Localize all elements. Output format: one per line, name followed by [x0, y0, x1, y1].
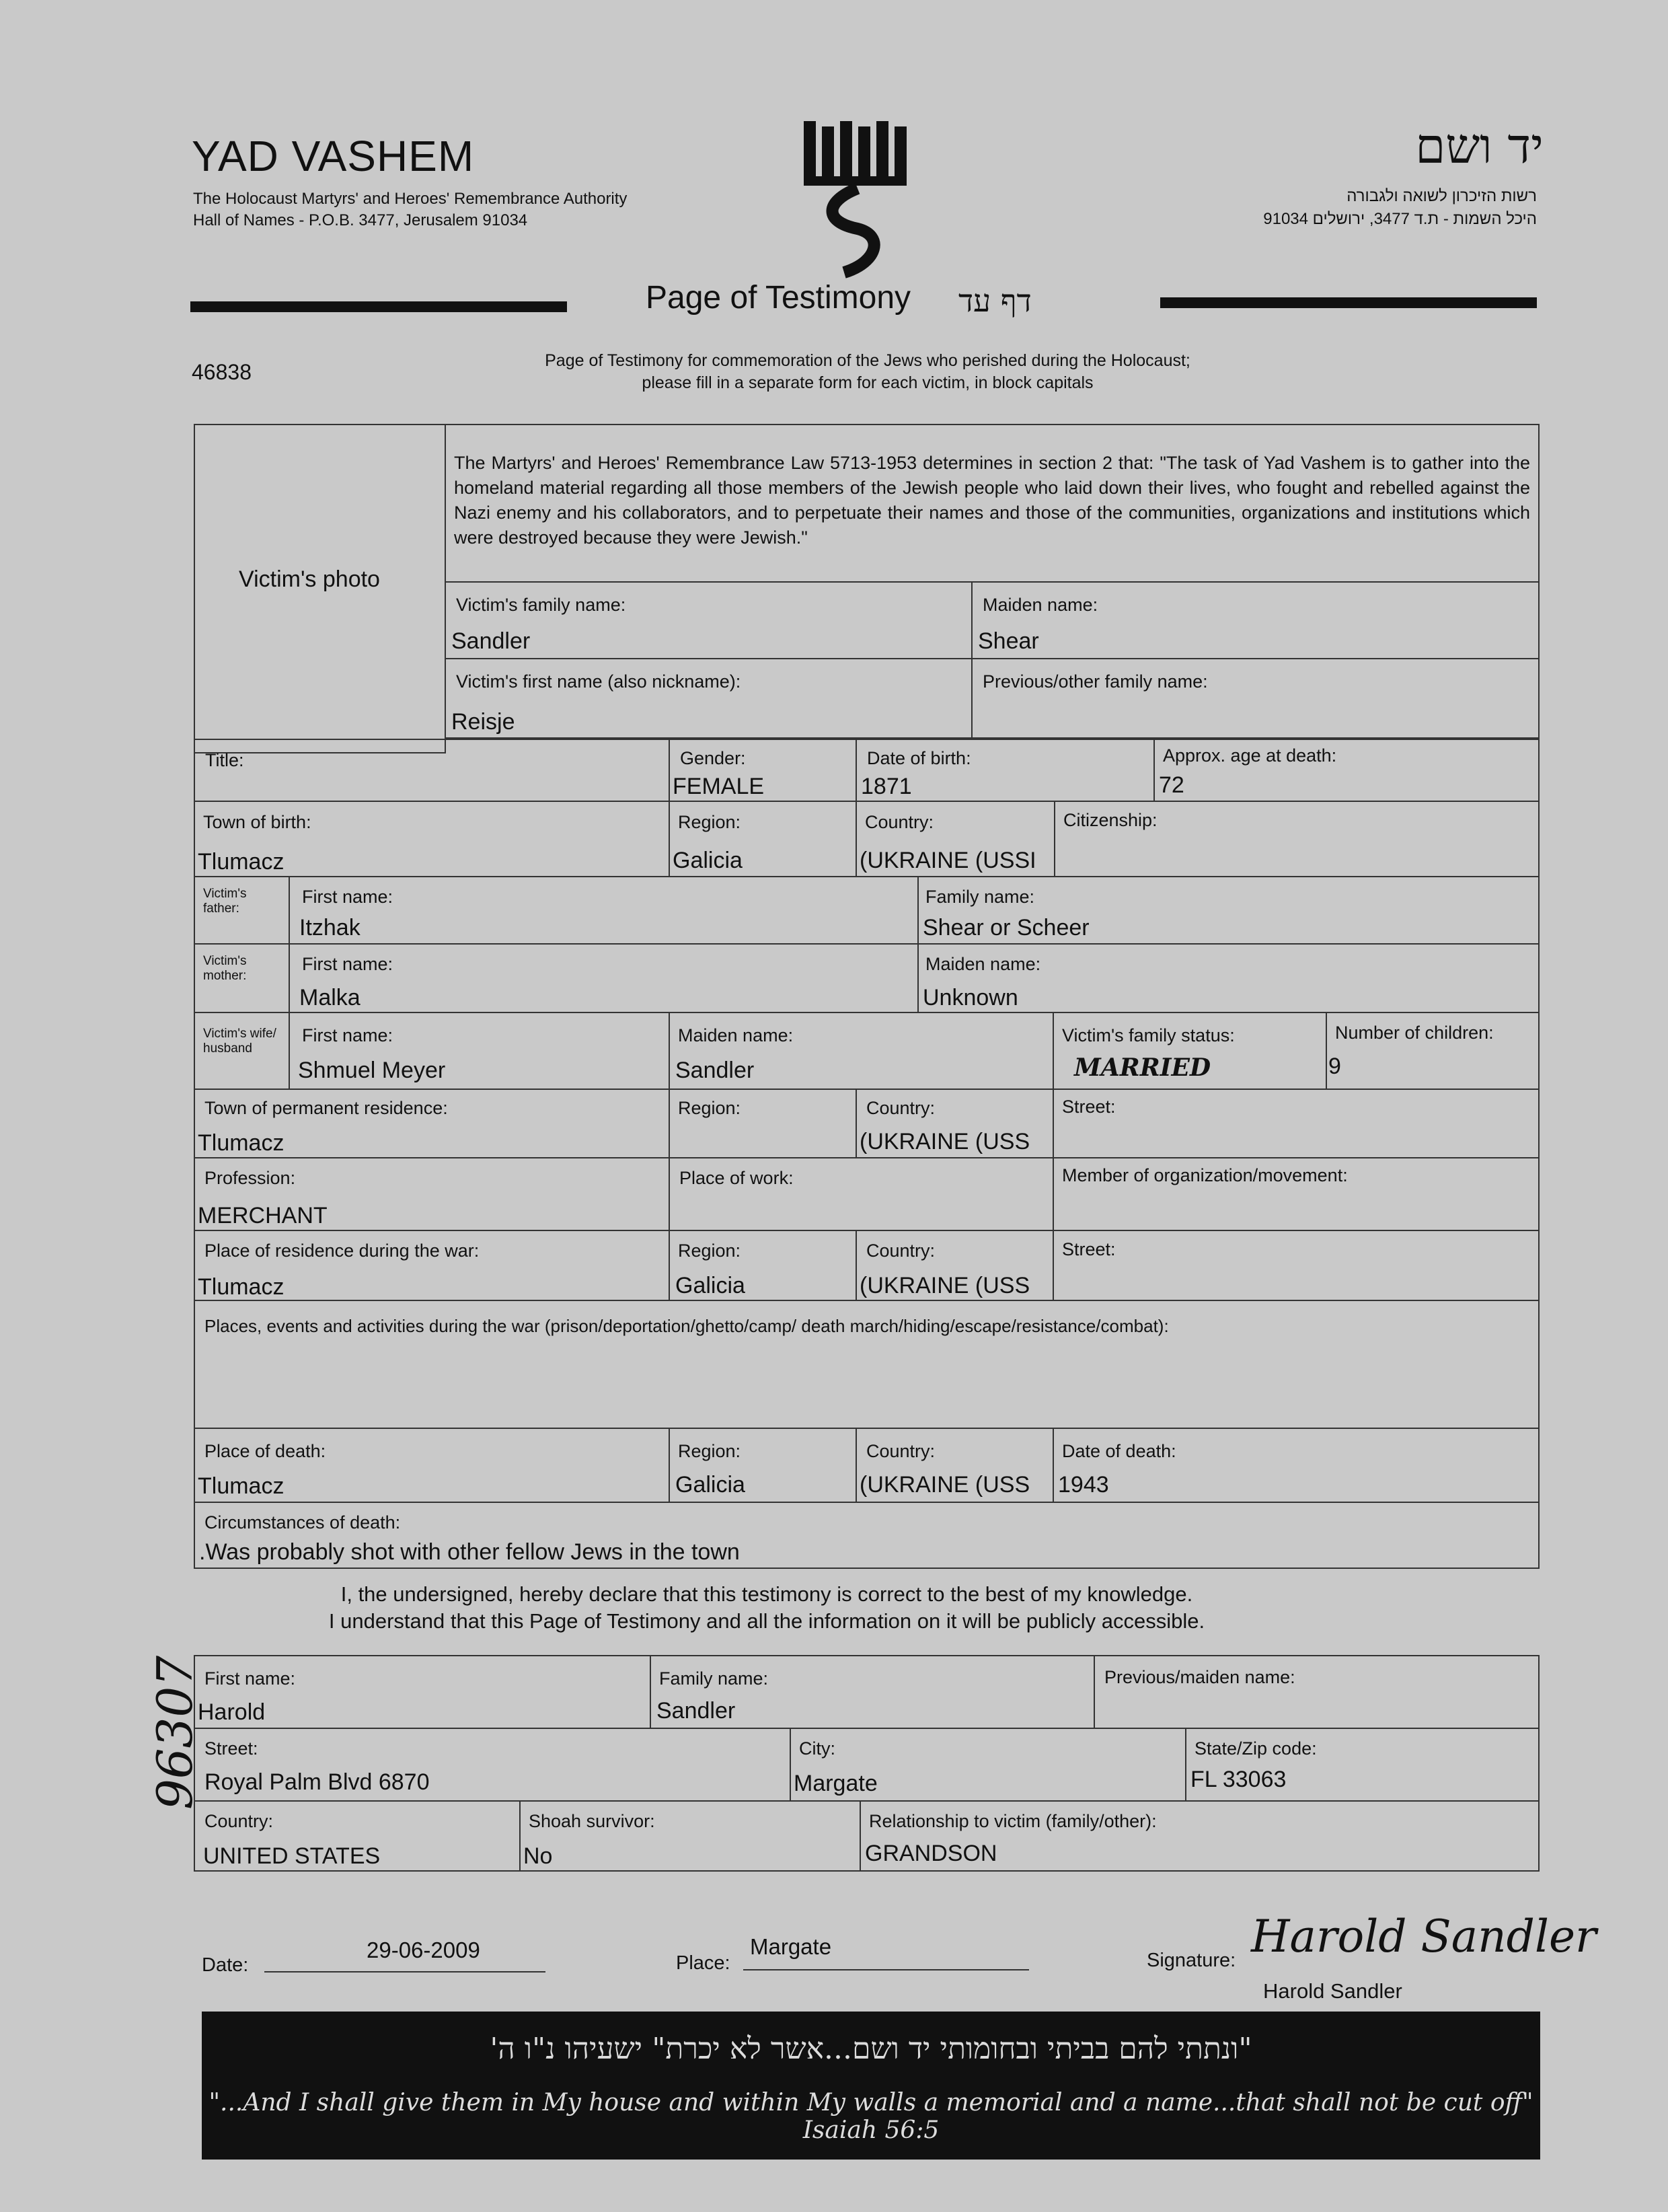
header-rule-left — [190, 301, 567, 312]
date-death-field[interactable] — [1053, 1428, 1540, 1503]
intro-line1: Page of Testimony for commemoration of the Jews who perished during the Holocaust; — [545, 351, 1190, 370]
country-birth-field[interactable] — [856, 801, 1055, 877]
father-label: Victim's father: — [203, 887, 247, 916]
submitter-state-field[interactable] — [1185, 1728, 1540, 1802]
spouse-label: Victim's wife/ husband — [203, 1027, 276, 1056]
margin-note: 96307 — [147, 1655, 203, 1810]
page-title-hebrew: דף עד — [958, 283, 1032, 319]
mother-first-value: Malka — [299, 985, 361, 1010]
submitter-country-label: Country: — [204, 1811, 274, 1831]
submitter-family-label: Family name: — [659, 1668, 769, 1689]
place-line — [743, 1969, 1029, 1970]
citizenship-label: Citizenship: — [1063, 810, 1158, 830]
photo-label: Victim's photo — [239, 566, 380, 592]
profession-value: MERCHANT — [198, 1203, 328, 1228]
family-name-field[interactable] — [445, 581, 973, 659]
town-birth-label: Town of birth: — [203, 812, 311, 832]
dob-field[interactable] — [856, 739, 1155, 802]
town-birth-value: Tlumacz — [198, 849, 285, 875]
mother-label: Victim's mother: — [203, 954, 247, 983]
heb-sub-line2: היכל השמות - ת.ד 3477, ירושלים 91034 — [1263, 210, 1537, 228]
submitter-city-value: Margate — [794, 1771, 878, 1796]
street-res-label: Street: — [1062, 1097, 1116, 1117]
prev-family-label: Previous/other family name: — [983, 671, 1208, 692]
submitter-survivor-label: Shoah survivor: — [529, 1811, 655, 1831]
member-field[interactable] — [1053, 1157, 1540, 1231]
mother-first-field[interactable] — [289, 943, 919, 1013]
gender-value: FEMALE — [673, 774, 765, 799]
spouse-first-label: First name: — [302, 1025, 393, 1045]
region-birth-label: Region: — [678, 812, 741, 832]
footer-english-quote: "...And I shall give them in My house and within My walls a memorial and a name...that shall not be cut off" Isaiah 56:5 — [208, 2089, 1533, 2144]
profession-field[interactable] — [194, 1157, 670, 1231]
submitter-relation-label: Relationship to victim (family/other): — [869, 1811, 1157, 1831]
heb-sub-line1: רשות הזיכרון לשואה ולגבורה — [1347, 187, 1537, 205]
submitter-prev-field[interactable] — [1094, 1655, 1540, 1729]
first-name-field[interactable] — [445, 658, 973, 739]
places-field[interactable] — [194, 1300, 1540, 1429]
circumstances-label: Circumstances of death: — [204, 1512, 401, 1533]
citizenship-field[interactable] — [1054, 801, 1540, 877]
org-title: YAD VASHEM — [192, 132, 475, 180]
gender-label: Gender: — [680, 748, 746, 768]
family-status-field[interactable] — [1053, 1012, 1327, 1090]
father-family-field[interactable] — [917, 876, 1540, 945]
place-label: Place: — [676, 1952, 730, 1974]
footer-banner — [202, 2012, 1540, 2160]
place-death-field[interactable] — [194, 1428, 670, 1503]
title-label: Title: — [205, 750, 244, 770]
page-title: Page of Testimony — [646, 280, 911, 316]
document-number: 46838 — [192, 360, 252, 384]
father-first-value: Itzhak — [299, 915, 361, 941]
signature-label: Signature: — [1147, 1950, 1236, 1971]
country-res-label: Country: — [866, 1098, 936, 1118]
street-war-label: Street: — [1062, 1239, 1116, 1259]
country-res-field[interactable] — [856, 1089, 1054, 1158]
town-res-label: Town of permanent residence: — [204, 1098, 448, 1118]
declaration-line2: I understand that this Page of Testimony and all the information on it will be publicly accessible. — [328, 1609, 1205, 1633]
signature-name: Harold Sandler — [1263, 1979, 1402, 2003]
mother-maiden-field[interactable] — [917, 943, 1540, 1013]
submitter-state-value: FL 33063 — [1190, 1767, 1287, 1792]
date-death-value: 1943 — [1058, 1472, 1109, 1498]
member-label: Member of organization/movement: — [1062, 1165, 1348, 1185]
mother-maiden-value: Unknown — [923, 985, 1018, 1010]
circumstances-value: .Was probably shot with other fellow Jews in the town — [199, 1539, 740, 1565]
maiden-name-field[interactable] — [971, 581, 1540, 659]
org-title-hebrew: יד ושם — [1415, 118, 1544, 174]
submitter-country-field[interactable] — [194, 1800, 521, 1872]
father-first-label: First name: — [302, 887, 393, 907]
maiden-name-value: Shear — [978, 628, 1039, 654]
menorah-logo-icon — [797, 114, 911, 279]
profession-label: Profession: — [204, 1168, 296, 1188]
family-status-value: MARRIED — [1074, 1054, 1211, 1082]
father-first-field[interactable] — [289, 876, 919, 945]
submitter-street-value: Royal Palm Blvd 6870 — [204, 1769, 430, 1795]
town-res-value: Tlumacz — [198, 1130, 285, 1156]
res-war-value: Tlumacz — [198, 1274, 285, 1300]
children-value: 9 — [1328, 1054, 1341, 1079]
dob-label: Date of birth: — [867, 748, 971, 768]
age-value: 72 — [1159, 772, 1184, 798]
maiden-name-label: Maiden name: — [983, 595, 1098, 615]
town-res-field[interactable] — [194, 1089, 670, 1158]
region-war-field[interactable] — [669, 1230, 857, 1301]
submitter-relation-value: GRANDSON — [865, 1841, 997, 1866]
work-label: Place of work: — [679, 1168, 794, 1188]
header-rule-right — [1160, 297, 1537, 308]
country-birth-label: Country: — [865, 812, 934, 832]
first-name-value: Reisje — [451, 709, 515, 735]
spouse-maiden-label: Maiden name: — [678, 1025, 794, 1045]
org-sub-line1: The Holocaust Martyrs' and Heroes' Remembrance Authority — [193, 190, 628, 208]
place-death-label: Place of death: — [204, 1441, 326, 1461]
submitter-country-value: UNITED STATES — [203, 1843, 381, 1869]
submitter-city-field[interactable] — [790, 1728, 1186, 1802]
region-birth-value: Galicia — [673, 848, 743, 873]
region-death-field[interactable] — [669, 1428, 857, 1503]
date-line — [264, 1971, 545, 1973]
street-war-field[interactable] — [1053, 1230, 1540, 1301]
spouse-row-label-box — [194, 1012, 290, 1090]
submitter-first-value: Harold — [198, 1699, 266, 1725]
place-death-value: Tlumacz — [198, 1473, 285, 1499]
submitter-prev-label: Previous/maiden name: — [1104, 1667, 1295, 1687]
father-family-value: Shear or Scheer — [923, 915, 1090, 941]
country-war-label: Country: — [866, 1241, 936, 1261]
family-name-value: Sandler — [451, 628, 531, 654]
father-row-label-box — [194, 876, 290, 945]
family-name-label: Victim's family name: — [456, 595, 626, 615]
country-war-value: (UKRAINE (USS — [860, 1273, 1030, 1298]
region-res-label: Region: — [678, 1098, 741, 1118]
gender-field[interactable] — [669, 739, 857, 802]
country-war-field[interactable] — [856, 1230, 1054, 1301]
signature-image: Harold Sandler — [1251, 1911, 1597, 1962]
mother-row-label-box — [194, 943, 290, 1013]
submitter-first-label: First name: — [204, 1668, 296, 1689]
region-war-label: Region: — [678, 1241, 741, 1261]
spouse-maiden-field[interactable] — [669, 1012, 1054, 1090]
submitter-street-label: Street: — [204, 1738, 258, 1759]
spouse-maiden-value: Sandler — [675, 1058, 755, 1083]
country-res-value: (UKRAINE (USS — [860, 1129, 1030, 1154]
children-label: Number of children: — [1335, 1023, 1494, 1043]
submitter-street-field[interactable] — [194, 1728, 791, 1802]
region-birth-field[interactable] — [669, 801, 857, 877]
spouse-first-value: Shmuel Meyer — [298, 1058, 446, 1083]
region-res-field[interactable] — [669, 1089, 857, 1158]
country-death-value: (UKRAINE (USS — [860, 1472, 1030, 1498]
photo-box — [194, 424, 446, 753]
town-birth-field[interactable] — [194, 801, 670, 877]
submitter-family-field[interactable] — [650, 1655, 1095, 1729]
father-family-label: Family name: — [925, 887, 1035, 907]
org-subtitle — [193, 188, 627, 231]
org-subtitle-hebrew — [1263, 185, 1537, 231]
region-death-label: Region: — [678, 1441, 741, 1461]
region-war-value: Galicia — [675, 1273, 745, 1298]
prev-family-field[interactable] — [971, 658, 1540, 739]
intro-text — [457, 350, 1278, 394]
mother-first-label: First name: — [302, 954, 393, 974]
street-res-field[interactable] — [1053, 1089, 1540, 1158]
submitter-first-field[interactable] — [194, 1655, 651, 1729]
age-label: Approx. age at death: — [1163, 745, 1337, 766]
region-death-value: Galicia — [675, 1472, 745, 1498]
intro-line2: please fill in a separate form for each victim, in block capitals — [642, 373, 1094, 392]
places-label: Places, events and activities during the war (prison/deportation/ghetto/camp/ death march/hiding/escape/resistance/combat): — [204, 1316, 1169, 1336]
declaration-line1: I, the undersigned, hereby declare that this testimony is correct to the best of my knowledge. — [340, 1582, 1193, 1606]
submitter-family-value: Sandler — [656, 1698, 736, 1724]
country-birth-value: (UKRAINE (USSI — [860, 848, 1036, 873]
res-war-field[interactable] — [194, 1230, 670, 1301]
submitter-survivor-value: No — [523, 1843, 553, 1869]
place-value[interactable]: Margate — [750, 1934, 832, 1959]
org-sub-line2: Hall of Names - P.O.B. 3477, Jerusalem 91034 — [193, 211, 528, 229]
submitter-survivor-field[interactable] — [519, 1800, 861, 1872]
first-name-label: Victim's first name (also nickname): — [456, 671, 741, 692]
date-label: Date: — [202, 1954, 249, 1976]
country-death-label: Country: — [866, 1441, 936, 1461]
law-text: The Martyrs' and Heroes' Remembrance Law 5713-1953 determines in section 2 that: "The task of Yad Vashem is to gather into the homeland material regarding all those members of the Jewish people who laid down their lives, who fought and rebelled against the Nazi enemy and his collaborators, and to perpetuate their names and those of the communities, organizations and institutions which were destroyed because they were Jewish." — [454, 453, 1530, 548]
submitter-state-label: State/Zip code: — [1195, 1738, 1317, 1759]
circumstances-field[interactable] — [194, 1502, 1540, 1569]
family-status-label: Victim's family status: — [1062, 1025, 1235, 1045]
children-field[interactable] — [1326, 1012, 1540, 1090]
date-death-label: Date of death: — [1062, 1441, 1176, 1461]
submitter-city-label: City: — [799, 1738, 835, 1759]
declaration — [195, 1581, 1338, 1635]
footer-hebrew-quote: "ונתתי להם בביתי ובחומותי יד ושם...אשר לא יכרת" ישעיהו נ"ו ה' — [490, 2032, 1252, 2066]
res-war-label: Place of residence during the war: — [204, 1241, 480, 1261]
spouse-first-field[interactable] — [289, 1012, 670, 1090]
dob-value: 1871 — [861, 774, 912, 799]
country-death-field[interactable] — [856, 1428, 1054, 1503]
age-field[interactable] — [1153, 739, 1540, 802]
work-field[interactable] — [669, 1157, 1054, 1231]
submitter-relation-field[interactable] — [860, 1800, 1540, 1872]
date-value[interactable]: 29-06-2009 — [367, 1938, 480, 1962]
title-field[interactable] — [194, 739, 670, 802]
mother-maiden-label: Maiden name: — [925, 954, 1041, 974]
